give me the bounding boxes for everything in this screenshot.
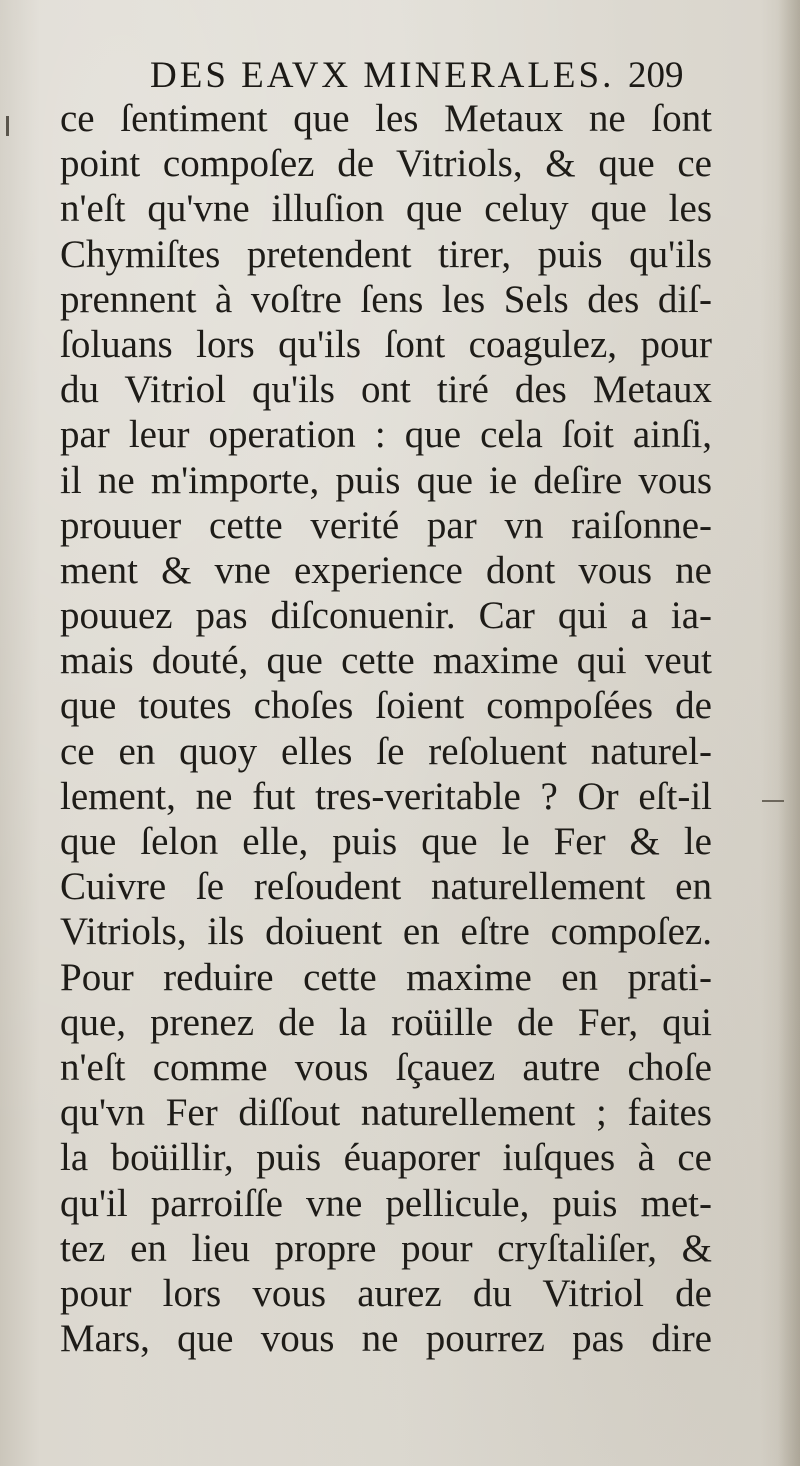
text-line: ce en quoy elles ſe reſoluent naturel-: [60, 729, 712, 773]
text-line: que ſelon elle, puis que le Fer & le: [60, 820, 712, 863]
text-line: que toutes choſes ſoient compoſées de: [60, 684, 712, 728]
text-line: Chymiſtes pretendent tirer, puis qu'ils: [60, 232, 712, 276]
body-text: [60, 96, 712, 1361]
text-line: du Vitriol qu'ils ont tiré des Metaux: [60, 368, 712, 412]
text-line: Pour reduire cette maxime en prati-: [60, 955, 712, 999]
text-line: Vitriols, ils doiuent en eſtre compoſez.: [60, 910, 712, 954]
text-line: lement, ne fut tres-veritable ? Or eſt-il: [60, 774, 712, 818]
text-line: prennent à voſtre ſens les Sels des diſ-: [60, 277, 712, 321]
page-header: [0, 44, 800, 104]
text-line: ſoluans lors qu'ils ſont coagulez, pour: [60, 322, 712, 366]
text-line: ment & vne experience dont vous ne: [60, 548, 712, 592]
text-line: pouuez pas diſconuenir. Car qui a ia-: [60, 594, 712, 638]
text-line: Cuivre ſe reſoudent naturellement en: [60, 865, 712, 909]
text-line: tez en lieu propre pour cryſtaliſer, &: [60, 1226, 712, 1270]
text-line: Mars, que vous ne pourrez pas dire: [60, 1317, 712, 1361]
text-line: qu'il parroiſſe vne pellicule, puis met-: [60, 1181, 712, 1225]
text-line: que, prenez de la roüille de Fer, qui: [60, 1000, 712, 1044]
text-line: n'eſt comme vous ſçauez autre choſe: [60, 1045, 712, 1089]
text-line: ce ſentiment que les Metaux ne ſont: [60, 97, 712, 140]
text-line: mais douté, que cette maxime qui veut: [60, 639, 712, 683]
text-line: n'eſt qu'vne illuſion que celuy que les: [60, 187, 712, 231]
page-number: 209: [628, 55, 684, 96]
text-line: pour lors vous aurez du Vitriol de: [60, 1271, 712, 1315]
margin-mark: [6, 116, 9, 136]
text-line: par leur operation : que cela ſoit ainſi,: [60, 413, 712, 457]
text-line: qu'vn Fer diſſout naturellement ; faites: [60, 1091, 712, 1135]
text-line: prouuer cette verité par vn raiſonne-: [60, 503, 712, 547]
text-line: point compoſez de Vitriols, & que ce: [60, 142, 712, 186]
text-line: il ne m'importe, puis que ie deſire vous: [60, 458, 712, 502]
page-edge-shadow: [778, 0, 800, 1466]
running-head: DES EAVX MINERALES.: [150, 55, 615, 96]
text-line: la boüillir, puis éuaporer iuſques à ce: [60, 1136, 712, 1180]
